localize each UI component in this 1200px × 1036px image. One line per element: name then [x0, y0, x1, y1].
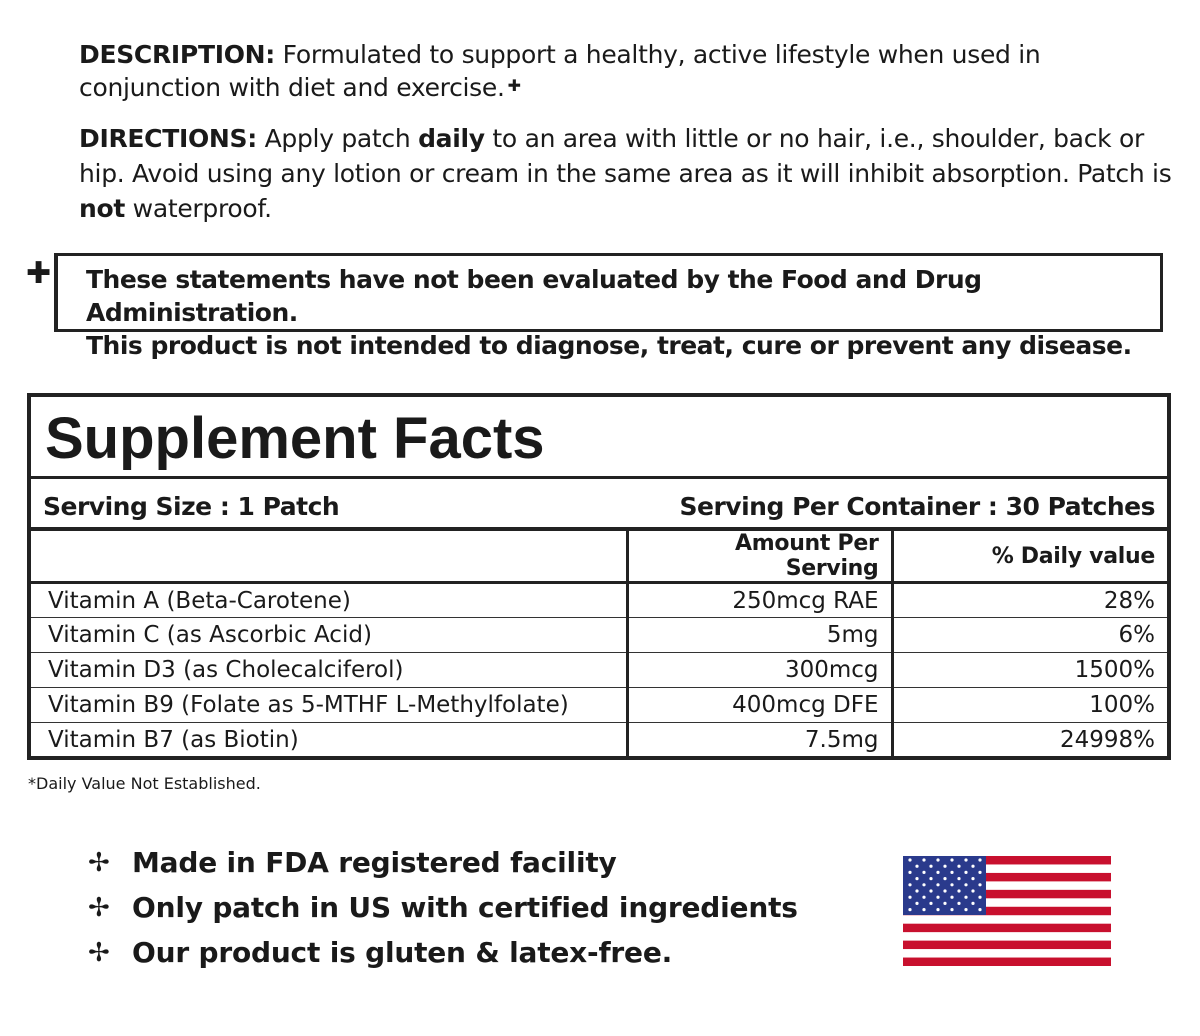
directions-text-1: Apply patch [256, 124, 419, 153]
flag-star [964, 858, 967, 861]
flag-star [943, 889, 946, 892]
flag-star [908, 896, 911, 899]
flag-star [936, 883, 939, 886]
fda-disclaimer [54, 253, 1163, 360]
supplement-facts-title: Supplement Facts [31, 397, 1167, 479]
flag-star [950, 883, 953, 886]
table-row [31, 583, 1167, 618]
disclaimer-line-2: This product is not intended to diagnose, treat, cure or prevent any disease. [86, 331, 1132, 360]
directions-text-2: to an area with little or no hair, i.e., shoulder, back or hip. Avoid using any lotion or cream in the same area as it will inhibit absorption. Patch is [79, 124, 1172, 188]
flag-star [978, 908, 981, 911]
feature-text: Our product is gluten & latex-free. [132, 936, 673, 969]
column-header-amount: Amount Per Serving [627, 531, 892, 583]
nutrient-daily-value: 6% [892, 618, 1167, 653]
feature-text: Only patch in US with certified ingredients [132, 891, 798, 924]
feature-item [88, 846, 617, 879]
flag-star [978, 896, 981, 899]
flag-star [929, 877, 932, 880]
directions-bold-daily: daily [418, 124, 485, 153]
nutrient-name: Vitamin A (Beta-Carotene) [31, 583, 627, 618]
nutrient-amount: 300mcg [627, 653, 892, 688]
flag-star [915, 902, 918, 905]
flag-star [943, 902, 946, 905]
flag-star [971, 902, 974, 905]
flag-star [971, 889, 974, 892]
description-label: DESCRIPTION: [79, 40, 275, 69]
flag-star [936, 896, 939, 899]
flag-star [964, 871, 967, 874]
description [79, 38, 1179, 104]
flag-star [950, 858, 953, 861]
cross-icon: ✚ [26, 256, 52, 291]
serving-info [31, 479, 1167, 531]
flag-star [929, 902, 932, 905]
description-text: Formulated to support a healthy, active lifestyle when used in conjunction with diet and exercise. [79, 40, 1041, 102]
nutrient-name: Vitamin B7 (as Biotin) [48, 727, 299, 754]
flag-star [922, 858, 925, 861]
flag-star [922, 871, 925, 874]
flag-star [908, 908, 911, 911]
flag-star [957, 877, 960, 880]
flag-star [915, 889, 918, 892]
feature-item [88, 891, 798, 924]
table-row [31, 653, 1167, 688]
nutrient-amount: 7.5mg [627, 723, 892, 758]
flag-star [922, 883, 925, 886]
flag-stripe [903, 932, 1111, 941]
flag-star [943, 865, 946, 868]
feature-item [88, 936, 672, 969]
cross-bullet-icon: ✢ [88, 847, 110, 878]
nutrient-amount: 250mcg RAE [627, 583, 892, 618]
flag-star [929, 865, 932, 868]
nutrient-amount: 5mg [627, 618, 892, 653]
flag-star [922, 896, 925, 899]
nutrient-name: Vitamin C (as Ascorbic Acid) [31, 618, 627, 653]
flag-stripe [903, 949, 1111, 958]
disclaimer-line-1: These statements have not been evaluated by the Food and Drug Administration. [86, 265, 982, 327]
flag-star [950, 871, 953, 874]
us-flag-icon [903, 856, 1111, 966]
cross-bullet-icon: ✢ [88, 937, 110, 968]
flag-star [957, 902, 960, 905]
flag-stripe [903, 924, 1111, 933]
flag-star [978, 883, 981, 886]
directions-label: DIRECTIONS: [79, 124, 257, 153]
supplement-facts-panel [27, 393, 1171, 760]
flag-star [971, 877, 974, 880]
flag-star [908, 858, 911, 861]
nutrient-daily-value: 28% [892, 583, 1167, 618]
flag-star [950, 896, 953, 899]
flag-star [922, 908, 925, 911]
column-header-name [31, 531, 627, 583]
flag-star [964, 896, 967, 899]
flag-star [957, 889, 960, 892]
nutrient-daily-value: 100% [892, 688, 1167, 723]
cross-bullet-icon: ✢ [88, 892, 110, 923]
flag-stripe [903, 915, 1111, 924]
table-header [31, 531, 1167, 583]
flag-star [936, 908, 939, 911]
flag-stripe [903, 958, 1111, 966]
directions-text-3: waterproof. [125, 194, 272, 223]
directions [79, 121, 1179, 226]
flag-star [908, 883, 911, 886]
daily-value-footnote: *Daily Value Not Established. [28, 774, 261, 793]
flag-star [943, 877, 946, 880]
flag-star [978, 871, 981, 874]
nutrient-daily-value: 1500% [892, 653, 1167, 688]
serving-size: Serving Size : 1 Patch [43, 491, 340, 521]
flag-star [971, 865, 974, 868]
flag-star [978, 858, 981, 861]
table-row [31, 618, 1167, 653]
flag-star [964, 908, 967, 911]
flag-star [929, 889, 932, 892]
asterisk-cross-icon: ✚ [507, 76, 521, 95]
flag-star [908, 871, 911, 874]
flag-star [950, 908, 953, 911]
flag-star [915, 877, 918, 880]
nutrient-name: Vitamin D3 (as Cholecalciferol) [31, 653, 627, 688]
nutrient-daily-value: 24998% [892, 723, 1167, 758]
flag-star [936, 871, 939, 874]
flag-star [915, 865, 918, 868]
nutrient-amount: 400mcg DFE [627, 688, 892, 723]
nutrient-name: Vitamin B9 (Folate as 5-MTHF L-Methylfolate) [31, 688, 627, 723]
feature-text: Made in FDA registered facility [132, 846, 617, 879]
flag-star [957, 865, 960, 868]
column-header-daily-value: % Daily value [892, 531, 1167, 583]
servings-per-container: Serving Per Container : 30 Patches [679, 491, 1155, 521]
table-row [31, 688, 1167, 723]
nutrient-table [31, 531, 1167, 758]
flag-stripe [903, 941, 1111, 950]
directions-bold-not: not [79, 194, 126, 223]
table-row [31, 723, 1167, 758]
flag-star [936, 858, 939, 861]
flag-star [964, 883, 967, 886]
